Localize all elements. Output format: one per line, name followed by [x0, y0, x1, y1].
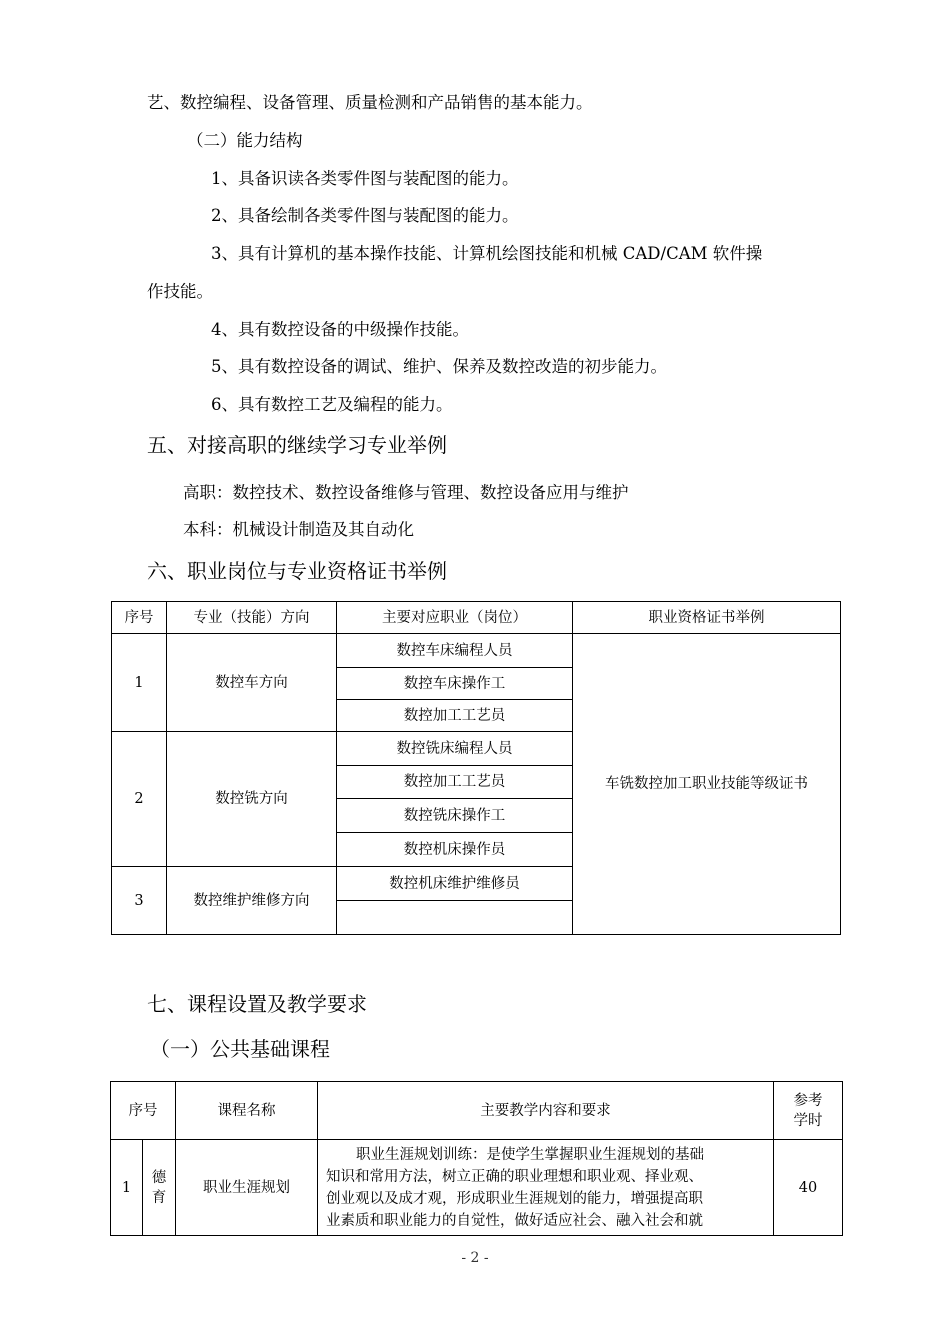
row-content: [318, 1140, 774, 1236]
table-header-row: [111, 1082, 843, 1140]
job-cell: 数控车床操作工: [337, 668, 573, 700]
vocational-majors: 高职：数控技术、数控设备维修与管理、数控设备应用与维护: [183, 483, 629, 502]
row-direction: 数控铣方向: [167, 732, 337, 867]
header-hours-line-1: 参考: [793, 1092, 823, 1109]
row-no: 1: [112, 634, 167, 732]
row-direction: 数控车方向: [167, 634, 337, 732]
header-no: 序号: [112, 602, 167, 634]
content-line: 创业观以及成才观，形成职业生涯规划的能力，增强提高职: [326, 1190, 703, 1207]
content-line: 业素质和职业能力的自觉性，做好适应社会、融入社会和就: [326, 1212, 703, 1229]
row-no: 1: [111, 1140, 143, 1236]
header-certificate: 职业资格证书举例: [573, 602, 841, 634]
section-7-title: 七、课程设置及教学要求: [147, 992, 367, 1016]
header-jobs: 主要对应职业（岗位）: [337, 602, 573, 634]
table-row: [112, 634, 841, 668]
header-content: 主要教学内容和要求: [318, 1082, 774, 1140]
row-no: 2: [112, 732, 167, 867]
ability-item-1: 1、具备识读各类零件图与装配图的能力。: [211, 169, 519, 188]
ability-item-4: 4、具有数控设备的中级操作技能。: [211, 320, 469, 339]
header-direction: 专业（技能）方向: [167, 602, 337, 634]
category-char-1: 德: [151, 1169, 167, 1186]
content-line: 职业生涯规划训练：是使学生掌握职业生涯规划的基础: [356, 1146, 704, 1163]
job-cell: 数控车床编程人员: [337, 634, 573, 668]
table-row: [111, 1140, 843, 1236]
job-cell: 数控加工工艺员: [337, 766, 573, 799]
header-hours: [774, 1082, 843, 1140]
job-cell: [337, 901, 573, 935]
ability-item-3-cont: 作技能。: [147, 282, 213, 301]
job-cell: 数控铣床操作工: [337, 799, 573, 833]
ability-item-2: 2、具备绘制各类零件图与装配图的能力。: [211, 206, 519, 225]
job-cell: 数控铣床编程人员: [337, 732, 573, 766]
row-direction: 数控维护维修方向: [167, 867, 337, 935]
course-table: [110, 1081, 843, 1236]
ability-item-6: 6、具有数控工艺及编程的能力。: [211, 395, 453, 414]
row-hours: 40: [774, 1140, 843, 1236]
section-7-subtitle: （一）公共基础课程: [150, 1037, 330, 1061]
page-number: - 2 -: [461, 1250, 489, 1266]
ability-item-5: 5、具有数控设备的调试、维护、保养及数控改造的初步能力。: [211, 357, 667, 376]
undergrad-majors: 本科：机械设计制造及其自动化: [183, 520, 414, 539]
subsection-heading: （二）能力结构: [187, 131, 303, 150]
row-course-name: 职业生涯规划: [176, 1140, 318, 1236]
section-5-title: 五、对接高职的继续学习专业举例: [147, 433, 447, 457]
category-char-2: 育: [151, 1189, 167, 1206]
header-hours-line-2: 学时: [793, 1112, 823, 1129]
paragraph-line: 艺、数控编程、设备管理、质量检测和产品销售的基本能力。: [147, 93, 593, 112]
header-course-name: 课程名称: [176, 1082, 318, 1140]
row-no: 3: [112, 867, 167, 935]
row-category: [143, 1140, 176, 1236]
table-header-row: [112, 602, 841, 634]
certificate-cell: 车铣数控加工职业技能等级证书: [573, 634, 841, 935]
content-line: 知识和常用方法，树立正确的职业理想和职业观、择业观、: [326, 1168, 703, 1185]
job-cell: 数控机床维护维修员: [337, 867, 573, 901]
job-cell: 数控加工工艺员: [337, 700, 573, 732]
section-6-title: 六、职业岗位与专业资格证书举例: [147, 559, 447, 583]
ability-item-3: 3、具有计算机的基本操作技能、计算机绘图技能和机械 CAD/CAM 软件操: [211, 244, 763, 263]
header-no: 序号: [111, 1082, 176, 1140]
job-cell: 数控机床操作员: [337, 833, 573, 867]
career-certificate-table: [111, 601, 841, 935]
